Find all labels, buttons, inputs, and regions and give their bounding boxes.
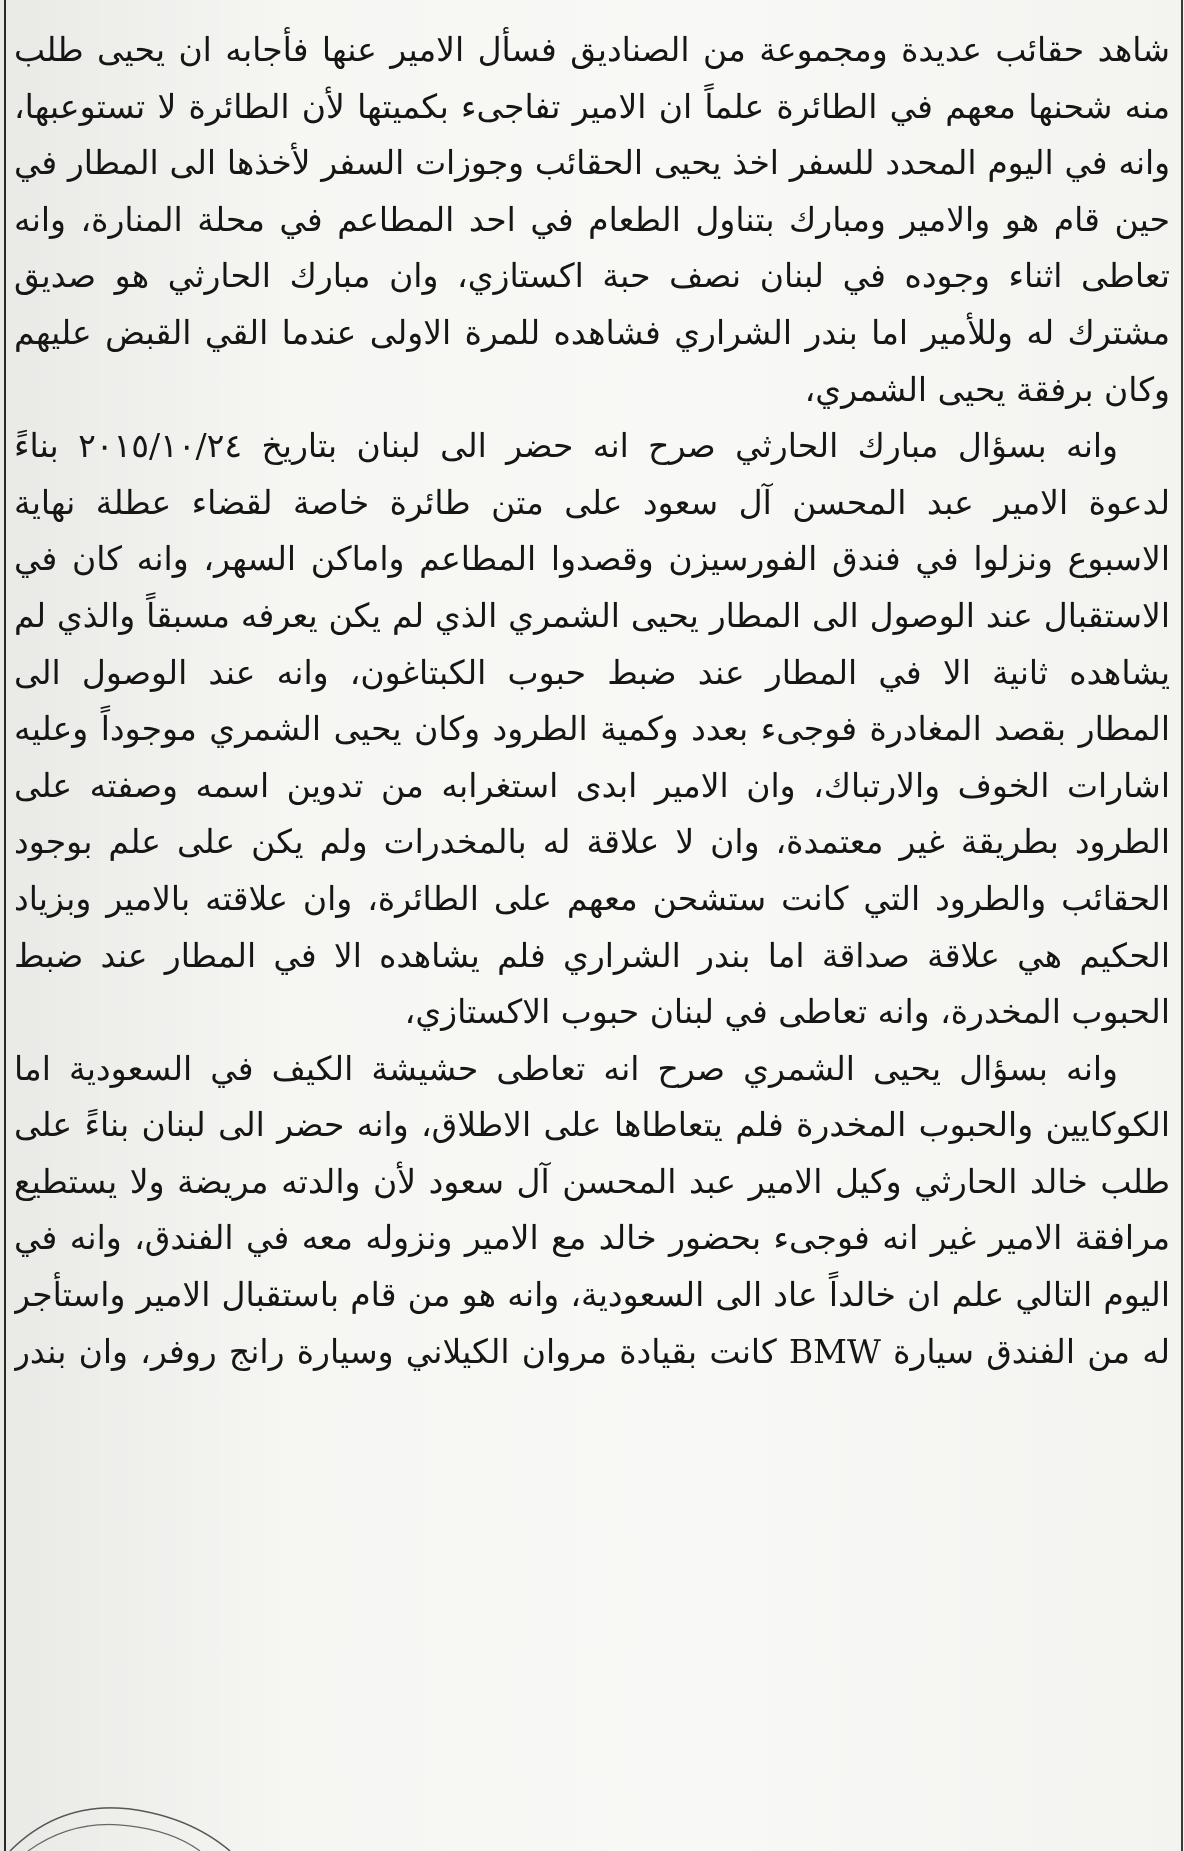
text-line: اليوم التالي علم ان خالداً عاد الى السعودية، وانه هو من قام باستقبال الامير واستأجر [14,1275,1170,1315]
text-line: مشترك له وللأمير اما بندر الشراري فشاهده للمرة الاولى عندما القي القبض عليهم [14,312,1170,352]
text-line: تعاطى اثناء وجوده في لبنان نصف حبة اكستازي، وان مبارك الحارثي هو صديق [14,256,1170,296]
right-border-line [1181,0,1183,1851]
text-line: وكان برفقة يحيى الشمري، [804,369,1170,409]
document-body [14,22,1170,1380]
text-line: الطرود بطريقة غير معتمدة، وان لا علاقة له بالمخدرات ولم يكن على علم بوجود [14,822,1170,862]
text-line: وانه بسؤال مبارك الحارثي صرح انه حضر الى لبنان بتاريخ ٢٠١٥/١٠/٢٤ بناءً [14,426,1118,466]
text-line: طلب خالد الحارثي وكيل الامير عبد المحسن آل سعود لأن والدته مريضة ولا يستطيع [14,1161,1170,1201]
partial-stamp-outline [0,1781,240,1851]
text-line: لدعوة الامير عبد المحسن آل سعود على متن طائرة خاصة لقضاء عطلة نهاية [14,482,1170,522]
text-line: المطار بقصد المغادرة فوجىء بعدد وكمية الطرود وكان يحيى الشمري موجوداً وعليه [14,709,1170,749]
text-line: الكوكايين والحبوب المخدرة فلم يتعاطاها على الاطلاق، وانه حضر الى لبنان بناءً على [14,1105,1170,1145]
text-line: شاهد حقائب عديدة ومجموعة من الصناديق فسأل الامير عنها فأجابه ان يحيى طلب [14,30,1170,69]
text-line: الحقائب والطرود التي كانت ستشحن معهم على الطائرة، وان علاقته بالامير وبزياد [14,878,1170,918]
text-line: حين قام هو والامير ومبارك بتناول الطعام في احد المطاعم في محلة المنارة، وانه [14,199,1170,239]
left-border-line [4,0,6,1851]
text-line: مرافقة الامير غير انه فوجىء بحضور خالد مع الامير ونزوله معه في الفندق، وانه في [14,1218,1170,1258]
text-line: الاستقبال عند الوصول الى المطار يحيى الشمري الذي لم يكن يعرفه مسبقاً والذي لم [14,595,1170,635]
text-line: اشارات الخوف والارتباك، وان الامير ابدى استغرابه من تدوين اسمه وصفته على [14,765,1170,805]
text-line: الاسبوع ونزلوا في فندق الفورسيزن وقصدوا المطاعم واماكن السهر، وانه كان في [14,539,1170,579]
text-line: وانه بسؤال يحيى الشمري صرح انه تعاطى حشيشة الكيف في السعودية اما [14,1048,1118,1088]
text-line: منه شحنها معهم في الطائرة علماً ان الامير تفاجىء بكميتها لأن الطائرة لا تستوعبها، [14,86,1170,126]
text-line: له من الفندق سيارة BMW كانت بقيادة مروان الكيلاني وسيارة رانج روفر، وان بندر [14,1331,1170,1371]
text-line: يشاهده ثانية الا في المطار عند ضبط حبوب الكبتاغون، وانه عند الوصول الى [14,652,1170,692]
text-line: الحبوب المخدرة، وانه تعاطى في لبنان حبوب الاكستازي، [404,992,1170,1032]
text-line: الحكيم هي علاقة صداقة اما بندر الشراري فلم يشاهده الا في المطار عند ضبط [14,935,1170,975]
text-line: وانه في اليوم المحدد للسفر اخذ يحيى الحقائب وجوزات السفر لأخذها الى المطار في [14,144,1170,183]
